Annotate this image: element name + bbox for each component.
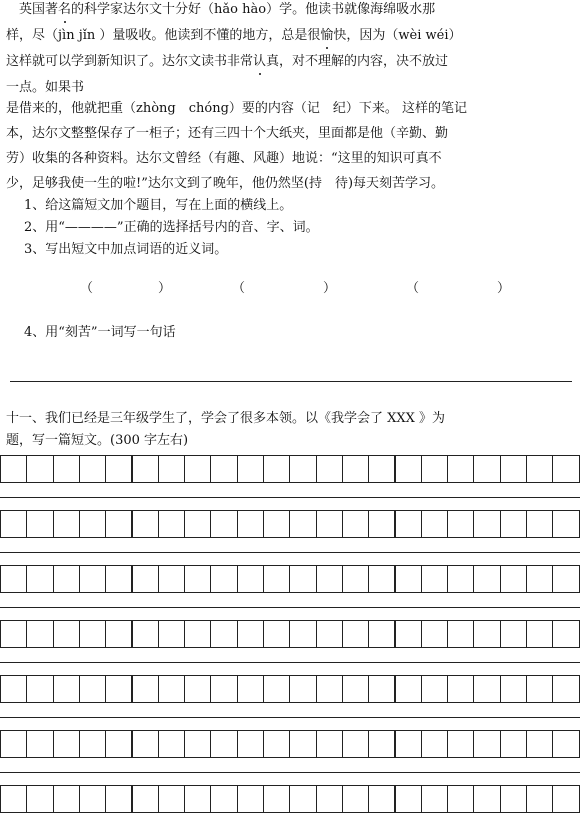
grid-cell[interactable]	[184, 455, 211, 483]
passage-line-4: 一点。如果书	[6, 80, 85, 95]
grid-cell[interactable]	[184, 510, 211, 538]
grid-cell[interactable]	[79, 730, 106, 758]
dotted-char: 愉	[320, 26, 333, 46]
passage-line-6: 本，达尔文整整保存了一柜子；还有三四十个大纸夹，里面都是他（辛勤、勤	[6, 126, 449, 141]
grid-cell[interactable]	[263, 565, 290, 593]
grid-cell[interactable]	[473, 565, 500, 593]
grid-cell[interactable]	[421, 510, 448, 538]
grid-cell[interactable]	[79, 510, 106, 538]
grid-cell[interactable]	[158, 510, 185, 538]
grid-cell[interactable]	[263, 785, 290, 813]
grid-cell[interactable]	[132, 785, 159, 813]
grid-row	[0, 455, 580, 483]
grid-row	[0, 730, 580, 758]
grid-spacer-line	[0, 717, 580, 718]
grid-cell[interactable]	[447, 510, 474, 538]
grid-cell[interactable]	[368, 785, 395, 813]
grid-cell[interactable]	[289, 510, 316, 538]
grid-cell[interactable]	[316, 620, 343, 648]
grid-cell[interactable]	[316, 675, 343, 703]
question-2: 2、用“————”正确的选择括号内的音、字、词。	[24, 220, 319, 235]
grid-cell[interactable]	[79, 455, 106, 483]
grid-cell[interactable]	[53, 785, 80, 813]
grid-cell[interactable]	[289, 565, 316, 593]
grid-cell[interactable]	[473, 620, 500, 648]
grid-cell[interactable]	[395, 675, 422, 703]
grid-row	[0, 510, 580, 538]
grid-cell[interactable]	[552, 455, 579, 483]
grid-cell[interactable]	[316, 455, 343, 483]
grid-cell[interactable]	[132, 455, 159, 483]
dotted-char: 名	[58, 0, 71, 20]
grid-cell[interactable]	[473, 730, 500, 758]
grid-cell[interactable]	[421, 730, 448, 758]
synonym-blank-2[interactable]: （ ）	[232, 281, 337, 296]
grid-cell[interactable]	[421, 455, 448, 483]
grid-cell[interactable]	[210, 675, 237, 703]
grid-cell[interactable]	[447, 455, 474, 483]
grid-cell[interactable]	[263, 730, 290, 758]
grid-cell[interactable]	[316, 565, 343, 593]
grid-cell[interactable]	[316, 785, 343, 813]
grid-cell[interactable]	[53, 675, 80, 703]
grid-cell[interactable]	[342, 785, 369, 813]
grid-cell[interactable]	[132, 620, 159, 648]
essay-prompt-line-1: 十一、我们已经是三年级学生了，学会了很多本领。以《我学会了 XXX 》为	[6, 411, 446, 426]
grid-spacer-line	[0, 552, 580, 553]
grid-cell[interactable]	[342, 620, 369, 648]
grid-cell[interactable]	[263, 620, 290, 648]
grid-spacer-line	[0, 662, 580, 663]
grid-cell[interactable]	[289, 785, 316, 813]
grid-cell[interactable]	[342, 675, 369, 703]
grid-cell[interactable]	[289, 455, 316, 483]
answer-line[interactable]	[10, 381, 572, 382]
grid-spacer-line	[0, 497, 580, 498]
grid-cell[interactable]	[421, 675, 448, 703]
grid-cell[interactable]	[0, 510, 27, 538]
grid-cell[interactable]	[552, 730, 579, 758]
question-4: 4、用“刻苦”一词写一句话	[24, 325, 176, 340]
passage-line-8: 少，足够我使一生的啦!”达尔文到了晚年，他仍然坚(持 待)每天刻苦学习。	[6, 176, 445, 191]
grid-cell[interactable]	[526, 785, 553, 813]
grid-cell[interactable]	[526, 510, 553, 538]
grid-cell[interactable]	[500, 620, 527, 648]
passage-line-1: 英国著名的科学家达尔文十分好（hǎo hào）学。他读书就像海绵吸水那	[6, 0, 435, 20]
passage-line-3: 这样就可以学到新知识了。达尔文读书非常认真，对不理解的内容，决不放过	[6, 52, 448, 72]
grid-cell[interactable]	[368, 730, 395, 758]
grid-cell[interactable]	[368, 565, 395, 593]
grid-cell[interactable]	[53, 730, 80, 758]
grid-cell[interactable]	[132, 675, 159, 703]
grid-cell[interactable]	[447, 785, 474, 813]
grid-cell[interactable]	[237, 730, 264, 758]
grid-cell[interactable]	[53, 620, 80, 648]
grid-cell[interactable]	[0, 785, 27, 813]
grid-cell[interactable]	[132, 565, 159, 593]
grid-cell[interactable]	[210, 455, 237, 483]
grid-cell[interactable]	[53, 565, 80, 593]
grid-cell[interactable]	[263, 455, 290, 483]
grid-cell[interactable]	[316, 510, 343, 538]
grid-cell[interactable]	[158, 455, 185, 483]
grid-cell[interactable]	[105, 675, 132, 703]
grid-cell[interactable]	[473, 510, 500, 538]
grid-cell[interactable]	[526, 730, 553, 758]
grid-cell[interactable]	[79, 785, 106, 813]
grid-cell[interactable]	[184, 730, 211, 758]
grid-spacer-line	[0, 607, 580, 608]
grid-cell[interactable]	[26, 510, 53, 538]
grid-cell[interactable]	[105, 785, 132, 813]
grid-cell[interactable]	[342, 565, 369, 593]
grid-cell[interactable]	[210, 620, 237, 648]
grid-cell[interactable]	[552, 785, 579, 813]
grid-cell[interactable]	[421, 620, 448, 648]
grid-cell[interactable]	[526, 455, 553, 483]
question-1: 1、给这篇短文加个题目，写在上面的横线上。	[24, 198, 293, 213]
grid-cell[interactable]	[53, 455, 80, 483]
grid-cell[interactable]	[0, 455, 27, 483]
grid-row	[0, 675, 580, 703]
grid-cell[interactable]	[79, 565, 106, 593]
grid-cell[interactable]	[421, 565, 448, 593]
grid-cell[interactable]	[552, 510, 579, 538]
grid-cell[interactable]	[342, 510, 369, 538]
grid-cell[interactable]	[210, 565, 237, 593]
grid-cell[interactable]	[526, 620, 553, 648]
grid-cell[interactable]	[158, 675, 185, 703]
grid-cell[interactable]	[447, 675, 474, 703]
grid-cell[interactable]	[316, 730, 343, 758]
grid-cell[interactable]	[237, 510, 264, 538]
grid-cell[interactable]	[237, 455, 264, 483]
dotted-char: 认	[253, 52, 266, 72]
grid-cell[interactable]	[473, 785, 500, 813]
grid-cell[interactable]	[26, 620, 53, 648]
grid-row	[0, 620, 580, 648]
grid-cell[interactable]	[105, 510, 132, 538]
grid-cell[interactable]	[237, 620, 264, 648]
grid-cell[interactable]	[421, 785, 448, 813]
grid-cell[interactable]	[105, 620, 132, 648]
question-3: 3、写出短文中加点词语的近义词。	[24, 242, 228, 257]
grid-cell[interactable]	[237, 565, 264, 593]
grid-cell[interactable]	[158, 620, 185, 648]
grid-cell[interactable]	[368, 675, 395, 703]
passage-line-5: 是借来的，他就把重（zhòng chóng）要的内容（记 纪）下来。 这样的笔记	[6, 101, 468, 116]
grid-row	[0, 565, 580, 593]
grid-cell[interactable]	[473, 455, 500, 483]
grid-cell[interactable]	[500, 675, 527, 703]
grid-cell[interactable]	[105, 730, 132, 758]
passage-line-2: 样，尽（jìn jǐn ）量吸收。他读到不懂的地方，总是很愉快，因为（wèi wéi）	[6, 26, 462, 46]
grid-cell[interactable]	[0, 565, 27, 593]
grid-cell[interactable]	[26, 785, 53, 813]
grid-cell[interactable]	[0, 620, 27, 648]
passage-line-7: 劳）收集的各种资料。达尔文曾经（有趣、风趣）地说：“这里的知识可真不	[6, 151, 442, 166]
grid-cell[interactable]	[342, 730, 369, 758]
grid-cell[interactable]	[526, 675, 553, 703]
grid-cell[interactable]	[210, 730, 237, 758]
grid-cell[interactable]	[500, 730, 527, 758]
grid-cell[interactable]	[263, 675, 290, 703]
grid-cell[interactable]	[289, 675, 316, 703]
grid-cell[interactable]	[473, 675, 500, 703]
grid-cell[interactable]	[79, 620, 106, 648]
grid-cell[interactable]	[158, 565, 185, 593]
grid-cell[interactable]	[500, 565, 527, 593]
grid-cell[interactable]	[263, 510, 290, 538]
grid-cell[interactable]	[289, 730, 316, 758]
grid-cell[interactable]	[526, 565, 553, 593]
grid-cell[interactable]	[184, 675, 211, 703]
grid-cell[interactable]	[289, 620, 316, 648]
grid-cell[interactable]	[0, 730, 27, 758]
grid-cell[interactable]	[552, 675, 579, 703]
grid-cell[interactable]	[552, 565, 579, 593]
grid-cell[interactable]	[552, 620, 579, 648]
grid-cell[interactable]	[447, 730, 474, 758]
synonym-blank-3[interactable]: （ ）	[406, 281, 511, 296]
grid-cell[interactable]	[184, 620, 211, 648]
grid-cell[interactable]	[395, 565, 422, 593]
grid-cell[interactable]	[395, 455, 422, 483]
grid-cell[interactable]	[500, 785, 527, 813]
grid-cell[interactable]	[368, 455, 395, 483]
grid-cell[interactable]	[26, 675, 53, 703]
grid-cell[interactable]	[210, 785, 237, 813]
grid-cell[interactable]	[158, 730, 185, 758]
grid-cell[interactable]	[184, 565, 211, 593]
grid-cell[interactable]	[342, 455, 369, 483]
grid-cell[interactable]	[395, 785, 422, 813]
grid-cell[interactable]	[368, 620, 395, 648]
grid-cell[interactable]	[500, 455, 527, 483]
grid-cell[interactable]	[105, 565, 132, 593]
grid-cell[interactable]	[500, 510, 527, 538]
grid-cell[interactable]	[368, 510, 395, 538]
grid-cell[interactable]	[0, 675, 27, 703]
grid-cell[interactable]	[79, 675, 106, 703]
grid-cell[interactable]	[210, 510, 237, 538]
grid-cell[interactable]	[158, 785, 185, 813]
essay-prompt-line-2: 题，写一篇短文。(300 字左右)	[6, 433, 189, 448]
grid-cell[interactable]	[447, 620, 474, 648]
grid-cell[interactable]	[53, 510, 80, 538]
grid-cell[interactable]	[132, 730, 159, 758]
grid-cell[interactable]	[237, 675, 264, 703]
grid-cell[interactable]	[395, 730, 422, 758]
synonym-blanks	[0, 279, 580, 299]
grid-cell[interactable]	[26, 455, 53, 483]
grid-cell[interactable]	[26, 730, 53, 758]
grid-cell[interactable]	[395, 620, 422, 648]
grid-cell[interactable]	[132, 510, 159, 538]
grid-cell[interactable]	[447, 565, 474, 593]
grid-cell[interactable]	[26, 565, 53, 593]
grid-spacer-line	[0, 772, 580, 773]
grid-cell[interactable]	[237, 785, 264, 813]
grid-row	[0, 785, 580, 813]
synonym-blank-1[interactable]: （ ）	[80, 281, 172, 296]
grid-cell[interactable]	[184, 785, 211, 813]
grid-cell[interactable]	[105, 455, 132, 483]
grid-cell[interactable]	[395, 510, 422, 538]
